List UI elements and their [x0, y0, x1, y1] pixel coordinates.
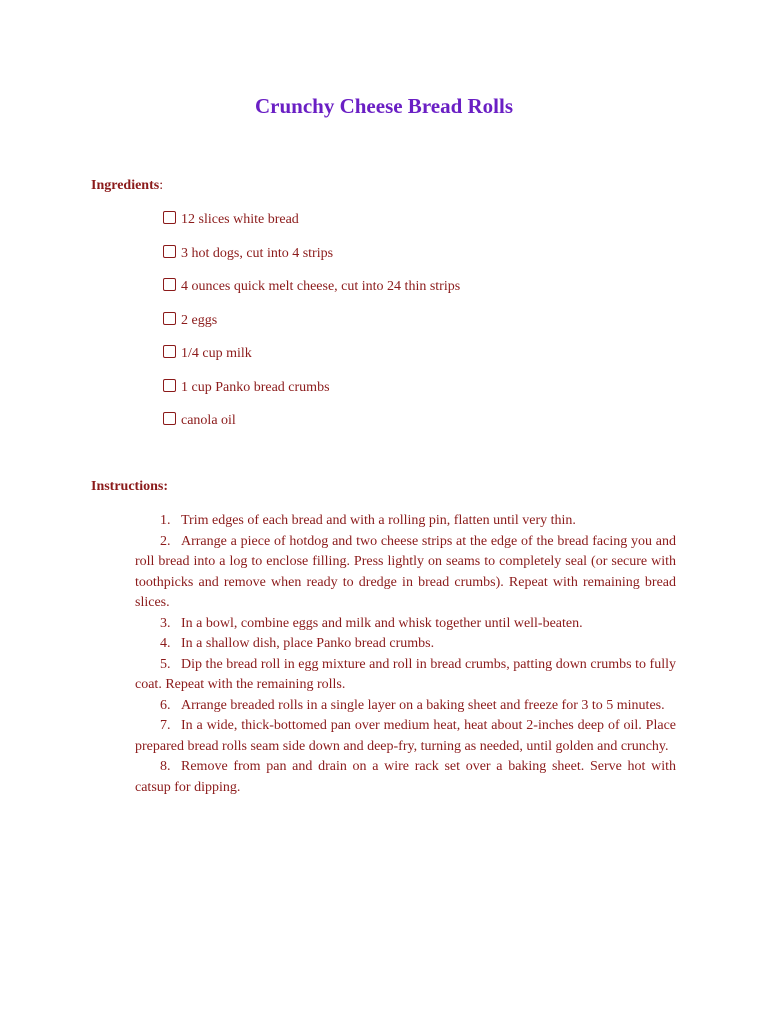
- step-text: Trim edges of each bread and with a rolling pin, flatten until very thin.: [181, 513, 576, 528]
- instruction-step: [135, 614, 676, 635]
- instruction-step: [135, 716, 676, 757]
- ingredient-text: canola oil: [181, 413, 236, 428]
- checkbox-icon[interactable]: [163, 211, 176, 224]
- step-text: Dip the bread roll in egg mixture and roll in bread crumbs, patting down crumbs to fully coat. Repeat with the remaining rolls.: [135, 656, 676, 692]
- step-number: 2.: [160, 533, 171, 549]
- ingredient-item: [163, 411, 460, 445]
- step-number: 8.: [160, 759, 171, 774]
- step-number: 5.: [160, 656, 171, 672]
- instructions-heading: Instructions:: [91, 479, 169, 494]
- checkbox-icon[interactable]: [163, 345, 176, 358]
- checkbox-icon[interactable]: [163, 412, 176, 425]
- instruction-step: [135, 634, 676, 655]
- step-text: In a wide, thick-bottomed pan over medium heat, heat about 2-inches deep of oil. Place prepared bread rolls seam side down and deep-fry, turning as needed, until golden and crunchy.: [135, 718, 676, 754]
- ingredient-item: [163, 244, 460, 278]
- instructions-list: [135, 511, 676, 798]
- instruction-step: [135, 655, 676, 696]
- ingredients-heading-colon: :: [159, 178, 164, 193]
- ingredient-text: 1 cup Panko bread crumbs: [181, 379, 330, 395]
- ingredient-text: 4 ounces quick melt cheese, cut into 24 thin strips: [181, 279, 461, 294]
- step-text: In a bowl, combine eggs and milk and whisk together until well-beaten.: [181, 615, 583, 631]
- step-text: In a shallow dish, place Panko bread crumbs.: [181, 636, 435, 651]
- page-title: Crunchy Cheese Bread Rolls: [254, 94, 514, 118]
- step-number: 3.: [160, 615, 171, 631]
- instruction-step: [135, 757, 676, 798]
- ingredients-heading: [91, 178, 163, 194]
- checkbox-icon[interactable]: [163, 312, 176, 325]
- ingredient-text: 3 hot dogs, cut into 4 strips: [181, 245, 334, 261]
- ingredient-item: [163, 344, 460, 378]
- step-text: Remove from pan and drain on a wire rack set over a baking sheet. Serve hot with catsup for dipping.: [135, 759, 676, 795]
- ingredients-heading-label: Ingredients: [91, 178, 160, 193]
- checkbox-icon[interactable]: [163, 278, 176, 291]
- step-number: 4.: [160, 636, 171, 651]
- ingredient-text: 1/4 cup milk: [181, 346, 252, 361]
- ingredient-item: [163, 210, 460, 244]
- step-number: 7.: [160, 718, 171, 733]
- instruction-step: [135, 696, 676, 717]
- ingredient-text: 12 slices white bread: [181, 212, 299, 227]
- checkbox-icon[interactable]: [163, 379, 176, 392]
- step-number: 6.: [160, 697, 171, 713]
- checkbox-icon[interactable]: [163, 245, 176, 258]
- ingredient-item: [163, 311, 460, 345]
- ingredients-list: [163, 210, 460, 445]
- step-number: 1.: [160, 513, 171, 528]
- ingredient-item: [163, 378, 460, 412]
- step-text: Arrange a piece of hotdog and two cheese strips at the edge of the bread facing you and roll bread into a log to enclose filling. Press lightly on seams to completely seal (or secure with toothpicks and remove when ready to dredge in bread crumbs). Repeat with remaining bread slices.: [135, 533, 676, 610]
- ingredient-text: 2 eggs: [181, 312, 218, 328]
- instruction-step: [135, 511, 676, 532]
- ingredient-item: [163, 277, 460, 311]
- step-text: Arrange breaded rolls in a single layer on a baking sheet and freeze for 3 to 5 minutes.: [181, 697, 665, 713]
- instruction-step: [135, 532, 676, 614]
